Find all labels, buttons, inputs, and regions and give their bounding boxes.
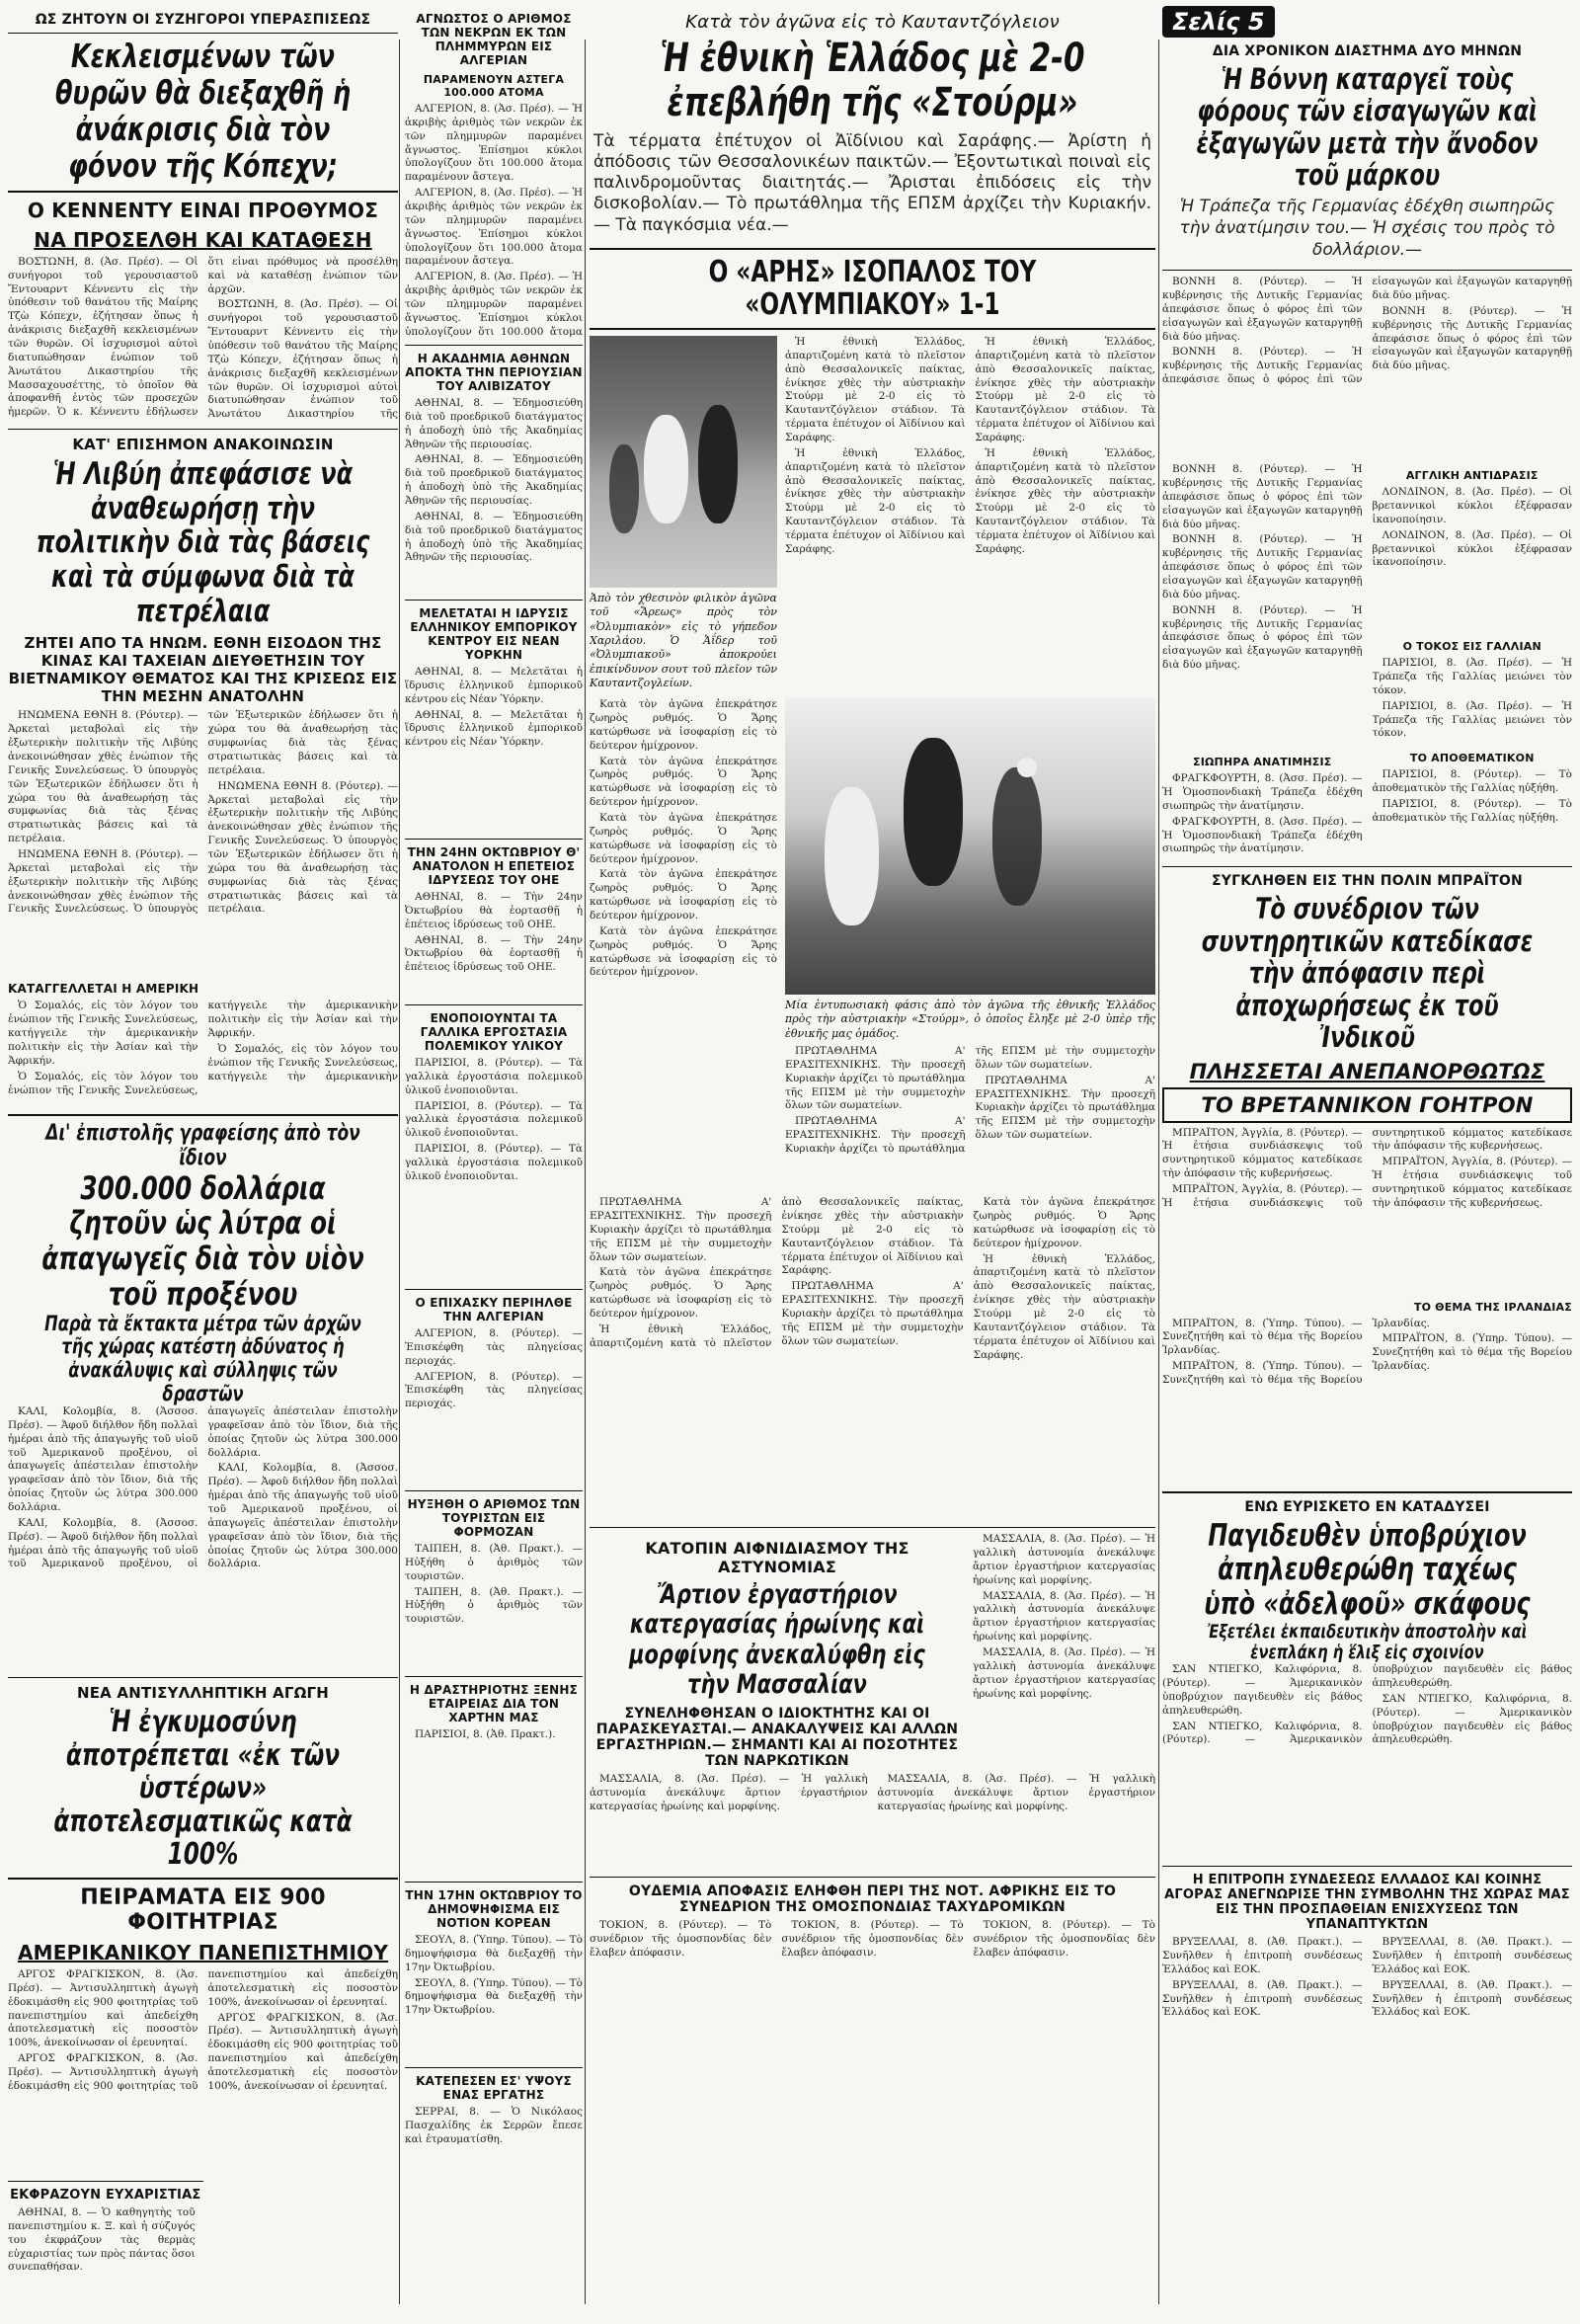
paragraph: Κατὰ τὸν ἀγῶνα ἐπεκράτησε ζωηρὸς ρυθμός. Ὁ Ἄρης κατώρθωσε νὰ ἰσοφαρίσῃ εἰς τὸ δεύτερον ἡμίχρονον. [973, 1196, 1155, 1249]
paragraph: Κατὰ τὸν ἀγῶνα ἐπεκράτησε ζωηρὸς ρυθμός. Ὁ Ἄρης κατώρθωσε νὰ ἰσοφαρίσῃ εἰς τὸ δεύτερον ἡμίχρονον. [590, 924, 777, 979]
article-body [1373, 486, 1573, 634]
paragraph: ΑΘΗΝΑΙ, 8. — Τὴν 24ην Ὀκτωβρίου θὰ ἑορτασθῇ ἡ ἐπέτειος ἱδρύσεως τοῦ ΟΗΕ. [405, 933, 583, 974]
column-briefs [405, 6, 583, 2317]
paragraph: ΑΛΓΕΡΙΟΝ, 8. (Ρόυτερ). — Ἐπισκέφθη τὰς πληγείσας περιοχάς. [405, 1327, 583, 1367]
paragraph: Ἡ ἐθνικὴ Ἑλλάδος, ἀπαρτιζομένη κατὰ τὸ πλεῖστον ἀπὸ Θεσσαλονικεῖς παίκτας, ἐνίκησε χθὲς τὴν αὐστριακὴν Στούρμ μὲ 2-0 εἰς τὸ Καυταντζόγλειον στάδιον. Τὰ τέρματα ἐπέτυχον οἱ Ἀϊδίνιου καὶ Σαράφης. [973, 1252, 1155, 1361]
page-number-badge: Σελίς 5 [1162, 6, 1275, 38]
divider [405, 345, 583, 346]
paragraph: ΑΘΗΝΑΙ, 8. — Ἐδημοσιεύθη διὰ τοῦ προεδρικοῦ διατάγματος ἡ ἀποδοχὴ ὑπὸ τῆς Ἀκαδημίας Ἀθηνῶν τῆς περιουσίας. [405, 397, 583, 450]
divider [405, 1289, 583, 1290]
kicker: ΚΑΤ' ΕΠΙΣΗΜΟΝ ΑΝΑΚΟΙΝΩΣΙΝ [72, 435, 334, 453]
article-body [1373, 768, 1573, 857]
paragraph: ΜΠΡΑΪΤΟΝ, Ἀγγλία, 8. (Ρόυτερ). — Ἡ ἐτήσια συνδιάσκεψις τοῦ συντηρητικοῦ κόμματος κατεδίκασε τὴν ἀπόφασιν τῆς κυβερνήσεως. [1162, 1126, 1363, 1180]
player-figure [644, 415, 688, 523]
headline-conservatives: Τὸ συνέδριον τῶν συντηρητικῶν κατεδίκασε τὴν ἀπόφασιν περὶ ἀποχωρήσεως ἐκ τοῦ Ἰνδικοῦ [1201, 892, 1534, 1055]
player-figure [825, 787, 879, 925]
brief-sub: ΠΑΡΑΜΕΝΟΥΝ ΑΣΤΕΓΑ 100.000 ΑΤΟΜΑ [423, 73, 565, 99]
paragraph: Κατὰ τὸν ἀγῶνα ἐπεκράτησε ζωηρὸς ρυθμός. Ὁ Ἄρης κατώρθωσε νὰ ἰσοφαρίσῃ εἰς τὸ δεύτερον ἡμίχρονον. [590, 698, 777, 752]
brief-body [405, 891, 583, 1000]
paragraph: ΗΝΩΜΕΝΑ ΕΘΝΗ 8. (Ρόυτερ). — Ἀρκεταὶ μεταβολαὶ εἰς τὴν ἐξωτερικὴν πολιτικὴν τῆς Λιβύης ἀνεκοινώθησαν χθὲς ἐνώπιον τῆς Γενικῆς Συνελεύσεως. Ὁ ὑπουργὸς τῶν Ἐξωτερικῶν ἐδήλωσεν ὅτι ἡ χώρα του θὰ ἀναθεωρήσῃ τὰς συμφωνίας διὰ τὰς ξένας στρατιωτικὰς βάσεις καὶ τὰ πετρέλαια. [8, 709, 398, 916]
paragraph: Ἡ ἐθνικὴ Ἑλλάδος, ἀπαρτιζομένη κατὰ τὸ πλεῖστον ἀπὸ Θεσσαλονικεῖς παίκτας, ἐνίκησε χθὲς τὴν αὐστριακὴν Στούρμ μὲ 2-0 εἰς τὸ Καυταντζόγλειον στάδιον. Τὰ τέρματα ἐπέτυχον οἱ Ἀϊδίνιου καὶ Σαράφης. [975, 336, 1155, 444]
paragraph: ΒΟΝΝΗ 8. (Ρόυτερ). — Ἡ κυβέρνησις τῆς Δυτικῆς Γερμανίας ἀπεφάσισε ὅπως ὁ φόρος ἐπὶ τῶν εἰσαγωγῶν καὶ ἐξαγωγῶν καταργηθῇ διὰ δύο μῆνας. [1372, 304, 1572, 372]
paragraph: ΜΠΡΑΪΤΟΝ, Ἀγγλία, 8. (Ρόυτερ). — Ἡ ἐτήσια συνδιάσκεψις τοῦ συντηρητικοῦ κόμματος κατεδίκασε τὴν ἀπόφασιν τῆς κυβερνήσεως. [1372, 1156, 1572, 1209]
kicker: Ο ΤΟΚΟΣ ΕΙΣ ΓΑΛΛΙΑΝ [1402, 640, 1541, 654]
paragraph: ΚΑΛΙ, Κολομβία, 8. (Ἀσσοσ. Πρέσ). — Ἀφοῦ διήλθον ἤδη πολλαὶ ἡμέραι ἀπὸ τῆς ἀπαγωγῆς τοῦ υἱοῦ τοῦ Ἀμερικανοῦ προξένου, οἱ ἀπαγωγεῖς ἀπέστειλαν ἐπιστολὴν γραφεῖσαν ἀπὸ τὸν ἴδιον, διὰ τῆς ὁποίας ζητοῦν ὡς λύτρα 300.000 δολλάρια. [8, 1405, 198, 1514]
kicker: ΣΥΓΚΛΗΘΕΝ ΕΙΣ ΤΗΝ ΠΟΛΙΝ ΜΠΡΑΪΤΟΝ [1212, 873, 1523, 890]
brief-body [405, 103, 583, 340]
kicker: ΤΟ ΘΕΜΑ ΤΗΣ ΙΡΛΑΝΔΙΑΣ [1413, 1300, 1572, 1314]
kicker: ΚΑΤΟΠΙΝ ΑΙΦΝΙΔΙΑΣΜΟΥ ΤΗΣ ΑΣΤΥΝΟΜΙΑΣ [645, 1539, 909, 1577]
paragraph: ΜΠΡΑΪΤΟΝ, 8. (Ὑπηρ. Τύπου). — Συνεζητήθη καὶ τὸ θέμα τῆς Βορείου Ἰρλανδίας. [1162, 1317, 1431, 1386]
paragraph: ΗΝΩΜΕΝΑ ΕΘΝΗ 8. (Ρόυτερ). — Ἀρκεταὶ μεταβολαὶ εἰς τὴν ἐξωτερικὴν πολιτικὴν τῆς Λιβύης ἀνεκοινώθησαν χθὲς ἐνώπιον τῆς Γενικῆς Συνελεύσεως. Ὁ ὑπουργὸς τῶν Ἐξωτερικῶν ἐδήλωσεν ὅτι ἡ χώρα του θὰ ἀναθεωρήσῃ τὰς συμφωνίας διὰ τὰς ξένας στρατιωτικὰς βάσεις καὶ τὰ πετρέλαια. [8, 709, 198, 845]
paragraph: ΠΑΡΙΣΙΟΙ, 8. (Ἀθ. Πρακτ.). [415, 1728, 556, 1740]
divider [8, 191, 398, 193]
paragraph: ΠΑΡΙΣΙΟΙ, 8. (Ρόυτερ). — Τὰ γαλλικὰ ἐργοστάσια πολεμικοῦ ὑλικοῦ ἐνοποιοῦνται. [405, 1099, 583, 1140]
brief-head: ΚΑΤΕΠΕΣΕΝ ΕΣ' ΥΨΟΥΣ ΕΝΑΣ ΕΡΓΑΤΗΣ [416, 2074, 572, 2102]
paragraph: ΤΟΚΙΟΝ, 8. (Ρόυτερ). — Τὸ συνέδριον τῆς ὁμοσπονδίας δὲν ἔλαβεν ἀπόφασιν. [781, 1919, 964, 1959]
drugs-head-block [590, 1533, 965, 1773]
paragraph: ΠΑΡΙΣΙΟΙ, 8. (Ἀσ. Πρέσ). — Ἡ Τράπεζα τῆς Γαλλίας μειώνει τὸν τόκον. [1372, 657, 1572, 696]
kicker: ΕΚΦΡΑΖΟΥΝ ΕΥΧΑΡΙΣΤΙΑΣ [10, 2188, 201, 2203]
divider [405, 1882, 583, 1883]
brief-head: ΕΝΟΠΟΙΟΥΝΤΑΙ ΤΑ ΓΑΛΛΙΚΑ ΕΡΓΟΣΤΑΣΙΑ ΠΟΛΕΜΙΚΟΥ ΥΛΙΚΟΥ [420, 1011, 568, 1053]
column-rule [585, 40, 586, 2304]
divider [8, 33, 398, 34]
divider [590, 248, 1155, 250]
paragraph: ΒΟΝΝΗ 8. (Ρόυτερ). — Ἡ κυβέρνησις τῆς Δυτικῆς Γερμανίας ἀπεφάσισε ὅπως ὁ φόρος ἐπὶ τῶν εἰσαγωγῶν καὶ ἐξαγωγῶν καταργηθῇ διὰ δύο μῆνας. [1162, 463, 1363, 530]
column-sports [590, 6, 1155, 2317]
paragraph: ΦΡΑΓΚΦΟΥΡΤΗ, 8. (Ἀσσ. Πρέσ). — Ἡ Ὁμοσπονδιακὴ Τράπεζα ἐδέχθη σιωπηρῶς τὴν ἀνατίμησιν. [1162, 772, 1363, 812]
paragraph: ΦΡΑΓΚΦΟΥΡΤΗ, 8. (Ἀσσ. Πρέσ). — Ἡ Ὁμοσπονδιακὴ Τράπεζα ἐδέχθη σιωπηρῶς τὴν ἀνατίμησιν. [1162, 815, 1363, 855]
sports-photo-block [590, 336, 777, 694]
brief-body [405, 1543, 583, 1671]
paragraph: ΛΟΝΔΙΝΟΝ, 8. (Ἀσ. Πρέσ). — Οἱ βρεταννικοὶ κύκλοι ἐξέφρασαν ἱκανοποίησιν. [1372, 486, 1572, 525]
paragraph: ΠΡΩΤΑΘΛΗΜΑ Α' ΕΡΑΣΙΤΕΧΝΙΚΗΣ. Τὴν προσεχῆ Κυριακὴν ἀρχίζει τὸ πρωτάθλημα τῆς ΕΠΣΜ μὲ τὴν συμμετοχὴν ὅλων τῶν σωματείων. [785, 1045, 1155, 1156]
divider [8, 1114, 398, 1116]
article-body [590, 698, 777, 1192]
brief-head: ΤΗΝ 24ΗΝ ΟΚΤΩΒΡΙΟΥ Θ' ΑΝΑΤΟΛΟΝ Η ΕΠΕΤΕΙΟΣ ΙΔΡΥΣΕΩΣ ΤΟΥ ΟΗΕ [407, 845, 581, 887]
brief-head: ΗΥΞΗΘΗ Ο ΑΡΙΘΜΟΣ ΤΩΝ ΤΟΥΡΙΣΤΩΝ ΕΙΣ ΦΟΡΜΟΖΑΝ [407, 1497, 581, 1539]
divider [1162, 270, 1572, 271]
subhead: Ἐξετέλει ἐκπαιδευτικὴν ἀποστολὴν καὶ ἐνεπλάκη ἡ ἕλιξ εἰς σχοινίον [1207, 1620, 1528, 1663]
paragraph: ΠΑΡΙΣΙΟΙ, 8. (Ρόυτερ). — Τὰ γαλλικὰ ἐργοστάσια πολεμικοῦ ὑλικοῦ ἐνοποιοῦνται. [405, 1143, 583, 1182]
player-figure [992, 767, 1042, 906]
econ-row [1162, 463, 1572, 861]
paragraph: ΗΝΩΜΕΝΑ ΕΘΝΗ 8. (Ρόυτερ). — Ἀρκεταὶ μεταβολαὶ εἰς τὴν ἐξωτερικὴν πολιτικὴν τῆς Λιβύης ἀνεκοινώθησαν χθὲς ἐνώπιον τῆς Γενικῆς Συνελεύσεως. Ὁ ὑπουργὸς τῶν Ἐξωτερικῶν ἐδήλωσεν ὅτι ἡ χώρα του θὰ ἀναθεωρήσῃ τὰς συμφωνίας διὰ τὰς ξένας στρατιωτικὰς βάσεις καὶ τὰ πετρέλαια. [207, 779, 398, 916]
paragraph: ΠΡΩΤΑΘΛΗΜΑ Α' ΕΡΑΣΙΤΕΧΝΙΚΗΣ. Τὴν προσεχῆ Κυριακὴν ἀρχίζει τὸ πρωτάθλημα τῆς ΕΠΣΜ μὲ τὴν συμμετοχὴν ὅλων τῶν σωματείων. [785, 1045, 966, 1112]
article-body [1162, 1318, 1572, 1485]
headline-national-team: Ἡ ἐθνικὴ Ἑλλάδος μὲ 2-0 ἐπεβλήθη τῆς «Στούρμ» [660, 36, 1085, 125]
kicker: ΑΓΓΛΙΚΗ ΑΝΤΙΔΡΑΣΙΣ [1405, 469, 1539, 483]
paragraph: ΒΟΝΝΗ 8. (Ρόυτερ). — Ἡ κυβέρνησις τῆς Δυτικῆς Γερμανίας ἀπεφάσισε ὅπως ὁ φόρος ἐπὶ τῶν εἰσαγωγῶν καὶ ἐξαγωγῶν καταργηθῇ διὰ δύο μῆνας. [1162, 276, 1572, 386]
player-figure [698, 405, 738, 523]
sports-row-2 [590, 698, 1155, 1192]
paragraph: ΠΡΩΤΑΘΛΗΜΑ Α' ΕΡΑΣΙΤΕΧΝΙΚΗΣ. Τὴν προσεχῆ Κυριακὴν ἀρχίζει τὸ πρωτάθλημα τῆς ΕΠΣΜ μὲ τὴν συμμετοχὴν ὅλων τῶν σωματείων. [781, 1280, 964, 1347]
paragraph: Ἡ ἐθνικὴ Ἑλλάδος, ἀπαρτιζομένη κατὰ τὸ πλεῖστον ἀπὸ Θεσσαλονικεῖς παίκτας, ἐνίκησε χθὲς τὴν αὐστριακὴν Στούρμ μὲ 2-0 εἰς τὸ Καυταντζόγλειον στάδιον. Τὰ τέρματα ἐπέτυχον οἱ Ἀϊδίνιου καὶ Σαράφης. [975, 446, 1155, 555]
headline-eec: Η ΕΠΙΤΡΟΠΗ ΣΥΝΔΕΣΕΩΣ ΕΛΛΑΔΟΣ ΚΑΙ ΚΟΙΝΗΣ ΑΓΟΡΑΣ ΑΝΕΓΝΩΡΙΣΕ ΤΗΝ ΣΥΜΒΟΛΗΝ ΤΗΣ ΧΩΡΑΣ ΜΑΣ ΕΙΣ ΤΗΝ ΠΡΟΣΠΑΘΕΙΑΝ ΕΝΙΣΧΥΣΕΩΣ ΤΩΝ ΥΠΑΝΑΠΤΥΚΤΩΝ [1164, 1873, 1570, 1933]
paragraph: ΠΑΡΙΣΙΟΙ, 8. (Ρόυτερ). — Τὰ γαλλικὰ ἐργοστάσια πολεμικοῦ ὑλικοῦ ἐνοποιοῦνται. [405, 1057, 583, 1096]
paragraph: ΠΡΩΤΑΘΛΗΜΑ Α' ΕΡΑΣΙΤΕΧΝΙΚΗΣ. Τὴν προσεχῆ Κυριακὴν ἀρχίζει τὸ πρωτάθλημα τῆς ΕΠΣΜ μὲ τὴν συμμετοχὴν ὅλων τῶν σωματείων. [975, 1074, 1155, 1142]
brief-head: ΑΓΝΩΣΤΟΣ Ο ΑΡΙΘΜΟΣ ΤΩΝ ΝΕΚΡΩΝ ΕΚ ΤΩΝ ΠΛΗΜΜΥΡΩΝ ΕΙΣ ΑΛΓΕΡΙΑΝ [416, 12, 572, 67]
paragraph: ΜΑΣΣΑΛΙΑ, 8. (Ἀσ. Πρέσ). — Ἡ γαλλικὴ ἀστυνομία ἀνεκάλυψε ἄρτιον ἐργαστήριον κατεργασίας ἠρωίνης καὶ μορφίνης. [973, 1589, 1155, 1643]
brief-body [405, 666, 583, 834]
paragraph: ΠΑΡΙΣΙΟΙ, 8. (Ρόυτερ). — Τὸ ἀποθεματικὸν τῆς Γαλλίας ηὐξήθη. [1372, 768, 1572, 795]
headline-kopechne: Κεκλεισμένων τῶν θυρῶν θὰ διεξαχθῆ ἡ ἀνάκρισις διὰ τὸν φόνον τῆς Κόπεχν; [54, 37, 352, 185]
paragraph: ΜΑΣΣΑΛΙΑ, 8. (Ἀσ. Πρέσ). — Ἡ γαλλικὴ ἀστυνομία ἀνεκάλυψε ἄρτιον ἐργαστήριον κατεργασίας ἠρωίνης καὶ μορφίνης. [877, 1773, 1155, 1812]
paragraph: ΑΡΓΟΣ ΦΡΑΓΚΙΣΚΟΝ, 8. (Ἀσ. Πρέσ). — Ἀντισυλληπτικὴ ἀγωγὴ ἐδοκιμάσθη εἰς 900 φοιτητρίας τοῦ πανεπιστημίου καὶ ἀπεδείχθη ἀποτελεσματικὴ εἰς ποσοστὸν 100%, ἀνεκοίνωσαν οἱ ἐρευνηταί. [8, 1968, 198, 2049]
paragraph: ΑΘΗΝΑΙ, 8. — Ἐδημοσιεύθη διὰ τοῦ προεδρικοῦ διατάγματος ἡ ἀποδοχὴ ὑπὸ τῆς Ἀκαδημίας Ἀθηνῶν τῆς περιουσίας. [405, 453, 583, 508]
article-body [1162, 1127, 1572, 1295]
kicker: Δι' ἐπιστολῆς γραφείσης ἀπὸ τὸν ἴδιον [45, 1121, 360, 1171]
column-right [1162, 6, 1572, 2317]
paragraph: ΑΘΗΝΑΙ, 8. — Τὴν 24ην Ὀκτωβρίου θὰ ἑορτασθῇ ἡ ἐπέτειος ἱδρύσεως τοῦ ΟΗΕ. [405, 891, 583, 930]
paragraph: ΑΘΗΝΑΙ, 8. — Ὁ καθηγητὴς τοῦ πανεπιστημίου κ. Ξ. καὶ ἡ σύζυγός του ἐκφράζουν τὰς θερμὰς εὐχαριστίας των πρὸς πάντας ὅσοι συνεπαθήσαν. [8, 2206, 196, 2274]
article-body [785, 336, 1155, 672]
brief-body [405, 1327, 583, 1485]
paragraph: ΒΟΣΤΩΝΗ, 8. (Ἀσ. Πρέσ). — Οἱ συνήγοροι τοῦ γερουσιαστοῦ Ἔντουαρντ Κέννεντυ εἰς τὴν ὑπόθεσιν τοῦ θανάτου τῆς Μαίρης Τζὼ Κόπεχν, ἐζήτησαν ὅπως ἡ ἀνάκρισις διεξαχθῆ κεκλεισμένων τῶν θυρῶν. Οἱ ἰσχυρισμοὶ αὐτοὶ διατυπώθησαν ἐνώπιον τοῦ Ἀνωτάτου Δικαστηρίου τῆς Μασσαχουσέττης, τὸ ὁποῖον θὰ ἀποφανθῆ ἐντὸς τῶν προσεχῶν ἡμερῶν. Ὁ κ. Κέννεντυ ἐδήλωσεν ὅτι εἶναι πρόθυμος νὰ προσέλθη καὶ νὰ καταθέσῃ ἐνώπιον τῶν ἀρχῶν. [8, 255, 398, 419]
photo-national-team [785, 698, 1155, 995]
headline-submarine: Παγιδευθὲν ὑποβρύχιον ἀπηλευθερώθη ταχέως ὑπὸ «ἀδελφοῦ» σκάφους [1204, 1517, 1531, 1622]
article-body [1162, 1663, 1572, 1861]
paragraph: ΠΑΡΙΣΙΟΙ, 8. (Ἀσ. Πρέσ). — Ἡ Τράπεζα τῆς Γαλλίας μειώνει τὸν τόκον. [1372, 699, 1572, 740]
paragraph: Ὁ Σομαλός, εἰς τὸν λόγον του ἐνώπιον τῆς Γενικῆς Συνελεύσεως, κατήγγειλε τὴν ἀμερικανικὴν πολιτικὴν εἰς τὴν Ἀσίαν καὶ τὴν Ἀφρικήν. [8, 1000, 198, 1067]
paragraph: Κατὰ τὸν ἀγῶνα ἐπεκράτησε ζωηρὸς ρυθμός. Ὁ Ἄρης κατώρθωσε νὰ ἰσοφαρίσῃ εἰς τὸ δεύτερον ἡμίχρονον. [590, 811, 777, 865]
brief-head: ΤΗΝ 17ΗΝ ΟΚΤΩΒΡΙΟΥ ΤΟ ΔΗΜΟΨΗΦΙΣΜΑ ΕΙΣ ΝΟΤΙΟΝ ΚΟΡΕΑΝ [405, 1888, 583, 1930]
headline-ransom: 300.000 δολλάρια ζητοῦν ὡς λύτρα οἱ ἀπαγωγεῖς διὰ τὸν υἱὸν τοῦ προξένου [41, 1168, 364, 1314]
kicker: ΝΕΑ ΑΝΤΙΣΥΛΛΗΠΤΙΚΗ ΑΓΩΓΗ [76, 1684, 330, 1703]
paragraph: ΜΑΣΣΑΛΙΑ, 8. (Ἀσ. Πρέσ). — Ἡ γαλλικὴ ἀστυνομία ἀνεκάλυψε ἄρτιον ἐργαστήριον κατεργασίας ἠρωίνης καὶ μορφίνης. [973, 1533, 1155, 1586]
paragraph: ΑΘΗΝΑΙ, 8. — Μελετᾶται ἡ ἵδρυσις ἑλληνικοῦ ἐμπορικοῦ κέντρου εἰς Νέαν Ὑόρκην. [405, 708, 583, 749]
brief-body [405, 1057, 583, 1284]
paragraph: ΤΟΚΙΟΝ, 8. (Ρόυτερ). — Τὸ συνέδριον τῆς ὁμοσπονδίας δὲν ἔλαβεν ἀπόφασιν. [973, 1919, 1155, 1959]
paragraph: ΚΑΛΙ, Κολομβία, 8. (Ἀσσοσ. Πρέσ). — Ἀφοῦ διήλθον ἤδη πολλαὶ ἡμέραι ἀπὸ τῆς ἀπαγωγῆς τοῦ υἱοῦ τοῦ Ἀμερικανοῦ προξένου, οἱ ἀπαγωγεῖς ἀπέστειλαν ἐπιστολὴν γραφεῖσαν ἀπὸ τὸν ἴδιον, διὰ τῆς ὁποίας ζητοῦν ὡς λύτρα 300.000 δολλάρια. [8, 1405, 398, 1570]
article-body [1162, 1936, 1572, 2173]
paragraph: Κατὰ τὸν ἀγῶνα ἐπεκράτησε ζωηρὸς ρυθμός. Ὁ Ἄρης κατώρθωσε νὰ ἰσοφαρίσῃ εἰς τὸ δεύτερον ἡμίχρονον. [590, 868, 777, 922]
article-body [8, 1968, 398, 2176]
subhead: ΠΕΙΡΑΜΑΤΑ ΕΙΣ 900 ΦΟΙΤΗΤΡΙΑΣ [80, 1885, 326, 1935]
paragraph: Ὁ Σομαλός, εἰς τὸν λόγον του ἐνώπιον τῆς Γενικῆς Συνελεύσεως, κατήγγειλε τὴν ἀμερικανικὴν πολιτικὴν εἰς τὴν Ἀσίαν καὶ τὴν Ἀφρικήν. [8, 1000, 398, 1096]
article-body [590, 1919, 1155, 2038]
photo-caption: Ἀπὸ τὸν χθεσινὸν φιλικὸν ἀγῶνα τοῦ «Ἄρεως» πρὸς τὸν «Ὀλυμπιακὸν» εἰς τὸ γήπεδον Χαριλάου. Ὁ Ἀΐδερ τοῦ «Ὀλυμπιακοῦ» ἀποκρούει ἐπικίνδυνον σουτ τοῦ πλεῖον τῶν Καυταντζογλείων. [590, 592, 777, 689]
article-body [973, 1533, 1155, 1750]
brief-body [405, 397, 583, 595]
divider [1162, 1866, 1572, 1867]
headline-contraception: Ἡ ἐγκυμοσύνη ἀποτρέπεται «ἐκ τῶν ὑστέρων» ἀποτελεσματικῶς κατὰ 100% [53, 1705, 353, 1873]
article-body [1162, 772, 1363, 861]
player-figure [904, 738, 963, 886]
divider [8, 1878, 398, 1880]
photo-aris-olympiakos [590, 336, 777, 588]
deck: Τὰ τέρματα ἐπέτυχον οἱ Ἀϊδίνιου καὶ Σαράφης.— Ἀρίστη ἡ ἀπόδοσις τῶν Θεσσαλονικέων παικτῶν.— Ἐξοντωτικαὶ ποιναὶ εἰς παλινδρομοῦντας διαιτητάς.— Ἄρισται ἐπιδόσεις εἰς τὴν δισκοβολίαν.— Τὸ πρωτάθλημα τῆς ΕΠΣΜ ἀρχίζει τὴν Κυριακήν.— Τὰ παγκόσμια νέα.— [593, 130, 1151, 235]
paragraph: Κατὰ τὸν ἀγῶνα ἐπεκράτησε ζωηρὸς ρυθμός. Ὁ Ἄρης κατώρθωσε νὰ ἰσοφαρίσῃ εἰς τὸ δεύτερον ἡμίχρονον. [590, 1266, 772, 1320]
divider [405, 839, 583, 840]
paragraph: ΛΟΝΔΙΝΟΝ, 8. (Ἀσ. Πρέσ). — Οἱ βρεταννικοὶ κύκλοι ἐξέφρασαν ἱκανοποίησιν. [1372, 528, 1572, 569]
brief-head: Η ΑΚΑΔΗΜΙΑ ΑΘΗΝΩΝ ΑΠΟΚΤΑ ΤΗΝ ΠΕΡΙΟΥΣΙΑΝ ΤΟΥ ΑΛΙΒΙΖΑΤΟΥ [405, 352, 583, 393]
paragraph: ΑΡΓΟΣ ΦΡΑΓΚΙΣΚΟΝ, 8. (Ἀσ. Πρέσ). — Ἀντισυλληπτικὴ ἀγωγὴ ἐδοκιμάσθη εἰς 900 φοιτητρίας τοῦ πανεπιστημίου καὶ ἀπεδείχθη ἀποτελεσματικὴ εἰς ποσοστὸν 100%, ἀνεκοίνωσαν οἱ ἐρευνηταί. [207, 2011, 398, 2092]
divider [1162, 1491, 1572, 1493]
ball [1017, 758, 1037, 777]
drugs-row [590, 1533, 1155, 1773]
article-body [590, 1196, 1155, 1522]
kicker: ΔΙΑ ΧΡΟΝΙΚΟΝ ΔΙΑΣΤΗΜΑ ΔΥΟ ΜΗΝΩΝ [1212, 43, 1523, 59]
sports-row [590, 336, 1155, 694]
paragraph: ΒΟΝΝΗ 8. (Ρόυτερ). — Ἡ κυβέρνησις τῆς Δυτικῆς Γερμανίας ἀπεφάσισε ὅπως ὁ φόρος ἐπὶ τῶν εἰσαγωγῶν καὶ ἐξαγωγῶν καταργηθῇ διὰ δύο μῆνας. [1162, 276, 1363, 343]
paragraph: ΒΟΝΝΗ 8. (Ρόυτερ). — Ἡ κυβέρνησις τῆς Δυτικῆς Γερμανίας ἀπεφάσισε ὅπως ὁ φόρος ἐπὶ τῶν εἰσαγωγῶν καὶ ἐξαγωγῶν καταργηθῇ διὰ δύο μῆνας. [1162, 533, 1363, 601]
article-body [8, 1405, 398, 1672]
subhead: ΣΥΝΕΛΗΦΘΗΣΑΝ Ο ΙΔΙΟΚΤΗΤΗΣ ΚΑΙ ΟΙ ΠΑΡΑΣΚΕΥΑΣΤΑΙ.— ΑΝΑΚΑΛΥΨΕΙΣ ΚΑΙ ΑΛΛΩΝ ΕΡΓΑΣΤΗΡΙΩΝ.— ΣΗΜΑΝΤΙ ΚΑΙ ΑΙ ΠΟΣΟΤΗΤΕΣ ΤΩΝ ΝΑΡΚΩΤΙΚΩΝ [595, 1706, 959, 1770]
subhead: ΑΜΕΡΙΚΑΝΙΚΟΥ ΠΑΝΕΠΙΣΤΗΜΙΟΥ [17, 1941, 389, 1964]
headline-bonn: Ἡ Βόννη καταργεῖ τοὺς φόρους τῶν εἰσαγωγῶν καὶ ἐξαγωγῶν μετὰ τὴν ἄνοδον τοῦ μάρκου [1196, 62, 1539, 193]
sports-photo-block-2 [785, 698, 1155, 1192]
paragraph: ΑΘΗΝΑΙ, 8. — Μελετᾶται ἡ ἵδρυσις ἑλληνικοῦ ἐμπορικοῦ κέντρου εἰς Νέαν Ὑόρκην. [405, 666, 583, 705]
divider [8, 1677, 398, 1678]
paragraph: ΜΑΣΣΑΛΙΑ, 8. (Ἀσ. Πρέσ). — Ἡ γαλλικὴ ἀστυνομία ἀνεκάλυψε ἄρτιον ἐργαστήριον κατεργασίας ἠρωίνης καὶ μορφίνης. [973, 1645, 1155, 1700]
sports-text-block [785, 336, 1155, 694]
kicker: ΕΝΩ ΕΥΡΙΣΚΕΤΟ ΕΝ ΚΑΤΑΔΥΣΕΙ [1244, 1498, 1490, 1515]
paragraph: ΠΡΩΤΑΘΛΗΜΑ Α' ΕΡΑΣΙΤΕΧΝΙΚΗΣ. Τὴν προσεχῆ Κυριακὴν ἀρχίζει τὸ πρωτάθλημα τῆς ΕΠΣΜ μὲ τὴν συμμετοχὴν ὅλων τῶν σωματείων. [590, 1196, 772, 1263]
kicker: ΩΣ ΖΗΤΟΥΝ ΟΙ ΣΥΖΗΓΟΡΟΙ ΥΠΕΡΑΣΠΙΣΕΩΣ [35, 12, 371, 28]
headline-heroin-lab: Ἄρτιον ἐργαστήριον κατεργασίας ἠρωίνης καὶ μορφίνης ἀνεκαλύφθη εἰς τὴν Μασσαλίαν [629, 1579, 925, 1700]
brief-body [405, 2106, 583, 2204]
brief-body [405, 1934, 583, 2062]
divider [8, 2181, 203, 2182]
divider [405, 600, 583, 601]
paragraph: ΣΑΝ ΝΤΙΕΓΚΟ, Καλιφόρνια, 8. (Ρόυτερ). — Ἀμερικανικὸν ὑποβρύχιον παγιδευθὲν εἰς βάθος ἀπηλευθερώθη. [1162, 1663, 1363, 1717]
column-rule [399, 40, 400, 2304]
headline-south-africa: ΟΥΔΕΜΙΑ ΑΠΟΦΑΣΙΣ ΕΛΗΦΘΗ ΠΕΡΙ ΤΗΣ ΝΟΤ. ΑΦΡΙΚΗΣ ΕΙΣ ΤΟ ΣΥΝΕΔΡΙΟΝ ΤΗΣ ΟΜΟΣΠΟΝΔΙΑΣ ΤΑΧΥΔΡΟΜΙΚΩΝ [628, 1883, 1117, 1916]
paragraph: ΑΛΓΕΡΙΟΝ, 8. (Ἀσ. Πρέσ). — Ἡ ἀκριβὴς ἀριθμὸς τῶν νεκρῶν ἐκ τῶν πλημμυρῶν παραμένει ἄγνωστος. Ἐπίσημοι κύκλοι ὑπολογίζουν ὅτι 100.000 ἄτομα [405, 271, 583, 338]
paragraph: ΣΕΡΡΑΙ, 8. — Ὁ Νικόλαος Πασχαλίδης ἐκ Σερρῶν ἔπεσε καὶ ἐτραυματίσθη. [405, 2106, 583, 2145]
brief-head: Η ΔΡΑΣΤΗΡΙΟΤΗΣ ΞΕΝΗΣ ΕΤΑΙΡΕΙΑΣ ΔΙΑ ΤΟΝ ΧΑΡΤΗΝ ΜΑΣ [409, 1683, 579, 1724]
divider [405, 1004, 583, 1005]
paragraph: ΒΟΝΝΗ 8. (Ρόυτερ). — Ἡ κυβέρνησις τῆς Δυτικῆς Γερμανίας ἀπεφάσισε ὅπως ὁ φόρος ἐπὶ τῶν εἰσαγωγῶν καὶ ἐξαγωγῶν καταργηθῇ διὰ δύο μῆνας. [1162, 603, 1363, 672]
divider [1162, 866, 1572, 867]
article-body [8, 2206, 196, 2295]
paragraph: ΑΛΓΕΡΙΟΝ, 8. (Ρόυτερ). — Ἐπισκέφθη τὰς πληγείσας περιοχάς. [405, 1370, 583, 1410]
paragraph: ΤΑΙΠΕΗ, 8. (Ἀθ. Πρακτ.). — Ηὐξήθη ὁ ἀριθμὸς τῶν τουριστῶν. [405, 1585, 583, 1626]
subhead: Παρὰ τὰ ἔκτακτα μέτρα τῶν ἀρχῶν τῆς χώρας κατέστη ἀδύνατος ἡ ἀνακάλυψις καὶ σύλληψις τῶν δραστῶν [44, 1311, 361, 1405]
brief-head: ΜΕΛΕΤΑΤΑΙ Η ΙΔΡΥΣΙΣ ΕΛΛΗΝΙΚΟΥ ΕΜΠΟΡΙΚΟΥ ΚΕΝΤΡΟΥ ΕΙΣ ΝΕΑΝ ΥΟΡΚΗΝ [410, 606, 578, 662]
player-figure [609, 444, 639, 533]
divider [405, 2067, 583, 2068]
econ-left [1162, 463, 1363, 861]
paragraph: Κατὰ τὸν ἀγῶνα ἐπεκράτησε ζωηρὸς ρυθμός. Ὁ Ἄρης κατώρθωσε νὰ ἰσοφαρίσῃ εἰς τὸ δεύτερον ἡμίχρονον. [590, 755, 777, 809]
paragraph: ΣΑΝ ΝΤΙΕΓΚΟ, Καλιφόρνια, 8. (Ρόυτερ). — Ἀμερικανικὸν ὑποβρύχιον παγιδευθὲν εἰς βάθος ἀπηλευθερώθη. [1162, 1663, 1572, 1746]
divider [405, 1676, 583, 1677]
article-body [590, 1773, 1155, 1872]
divider [590, 1877, 1155, 1878]
kicker: ΤΟ ΑΠΟΘΕΜΑΤΙΚΟΝ [1409, 752, 1535, 765]
paragraph: ΒΡΥΞΕΛΛΑΙ, 8. (Ἀθ. Πρακτ.). — Συνῆλθεν ἡ ἐπιτροπὴ συνδέσεως Ἑλλάδος καὶ ΕΟΚ. [1372, 1978, 1572, 2019]
article-body [1162, 463, 1363, 750]
masthead [1162, 6, 1572, 38]
divider [8, 429, 398, 430]
paragraph: Ὁ Σομαλός, εἰς τὸν λόγον του ἐνώπιον τῆς Γενικῆς Συνελεύσεως, κατήγγειλε τὴν ἀμερικανικὴν [207, 1042, 398, 1082]
photo-caption: Μία ἐντυπωσιακὴ φάσις ἀπὸ τὸν ἀγῶνα τῆς ἐθνικῆς Ἑλλάδος πρὸς τὴν αὐστριακὴν «Στούρμ», ὁ ὁποῖος ἔληξε μὲ 2-0 ὑπὲρ τῆς ἐθνικῆς μας ὁμάδος. [785, 999, 1155, 1040]
headline-aris: Ο «ΑΡΗΣ» ΙΣΟΠΑΛΟΣ ΤΟΥ «ΟΛΥΜΠΙΑΚΟΥ» 1-1 [708, 254, 1037, 323]
paragraph: ΒΡΥΞΕΛΛΑΙ, 8. (Ἀθ. Πρακτ.). — Συνῆλθεν ἡ ἐπιτροπὴ συνδέσεως Ἑλλάδος καὶ ΕΟΚ. [1162, 1978, 1363, 2019]
column-left [8, 6, 398, 2317]
subhead: ΠΛΗΣΣΕΤΑΙ ΑΝΕΠΑΝΟΡΘΩΤΩΣ [1189, 1059, 1545, 1083]
paragraph: Ἡ ἐθνικὴ Ἑλλάδος, ἀπαρτιζομένη κατὰ τὸ πλεῖστον ἀπὸ Θεσσαλονικεῖς παίκτας, ἐνίκησε χθὲς τὴν αὐστριακὴν Στούρμ μὲ 2-0 εἰς τὸ Καυταντζόγλειον στάδιον. Τὰ τέρματα ἐπέτυχον οἱ Ἀϊδίνιου καὶ Σαράφης. [590, 1196, 964, 1349]
paragraph: ΣΕΟΥΛ, 8. (Ὑπηρ. Τύπου). — Τὸ δημοψήφισμα θὰ διεξαχθῇ τὴν 17ην Ὀκτωβρίου. [405, 1934, 583, 1973]
subhead: ΝΑ ΠΡΟΣΕΛΘΗ ΚΑΙ ΚΑΤΑΘΕΣΗ [34, 227, 372, 252]
deck: Ἡ Τράπεζα τῆς Γερμανίας ἐδέχθη σιωπηρῶς τὴν ἀνατίμησιν του.— Ἡ σχέσις του πρὸς τὸ δολλάριον.— [1179, 196, 1555, 261]
paragraph: ΣΑΝ ΝΤΙΕΓΚΟ, Καλιφόρνια, 8. (Ρόυτερ). — Ἀμερικανικὸν ὑποβρύχιον παγιδευθὲν εἰς βάθος ἀπηλευθερώθη. [1372, 1692, 1572, 1746]
paragraph: Ἡ ἐθνικὴ Ἑλλάδος, ἀπαρτιζομένη κατὰ τὸ πλεῖστον ἀπὸ Θεσσαλονικεῖς παίκτας, ἐνίκησε χθὲς τὴν αὐστριακὴν Στούρμ μὲ 2-0 εἰς τὸ Καυταντζόγλειον στάδιον. Τὰ τέρματα ἐπέτυχον οἱ Ἀϊδίνιου καὶ Σαράφης. [785, 336, 966, 444]
paragraph: ΑΘΗΝΑΙ, 8. — Ἐδημοσιεύθη διὰ τοῦ προεδρικοῦ διατάγματος ἡ ἀποδοχὴ ὑπὸ τῆς Ἀκαδημίας Ἀθηνῶν τῆς περιουσίας. [405, 510, 583, 564]
subhead: Ο ΚΕΝΝΕΝΤΥ ΕΙΝΑΙ ΠΡΟΘΥΜΟΣ [27, 198, 379, 222]
paragraph: ΠΑΡΙΣΙΟΙ, 8. (Ρόυτερ). — Τὸ ἀποθεματικὸν τῆς Γαλλίας ηὐξήθη. [1372, 797, 1572, 824]
paragraph: ΒΟΣΤΩΝΗ, 8. (Ἀσ. Πρέσ). — Οἱ συνήγοροι τοῦ γερουσιαστοῦ Ἔντουαρντ Κέννεντυ εἰς τὴν ὑπόθεσιν τοῦ θανάτου τῆς Μαίρης Τζὼ Κόπεχν, ἐζήτησαν ὅπως ἡ ἀνάκρισις διεξαχθῆ κεκλεισμένων τῶν θυρῶν. Οἱ ἰσχυρισμοὶ αὐτοὶ διατυπώθησαν ἐνώπιον τοῦ Ἀνωτάτου Δικαστηρίου τῆς [207, 298, 398, 421]
article-body [785, 1045, 1155, 1183]
divider [590, 328, 1155, 330]
column-rule [1158, 40, 1159, 2304]
econ-right [1373, 463, 1573, 861]
divider [405, 1490, 583, 1491]
paragraph: Ἡ ἐθνικὴ Ἑλλάδος, ἀπαρτιζομένη κατὰ τὸ πλεῖστον ἀπὸ Θεσσαλονικεῖς παίκτας, ἐνίκησε χθὲς τὴν αὐστριακὴν Στούρμ μὲ 2-0 εἰς τὸ Καυταντζόγλειον στάδιον. Τὰ τέρματα ἐπέτυχον οἱ Ἀϊδίνιου καὶ Σαράφης. [785, 446, 966, 555]
paragraph: ΑΡΓΟΣ ΦΡΑΓΚΙΣΚΟΝ, 8. (Ἀσ. Πρέσ). — Ἀντισυλληπτικὴ ἀγωγὴ ἐδοκιμάσθη εἰς 900 φοιτητρίας τοῦ πανεπιστημίου καὶ ἀπεδείχθη ἀποτελεσματικὴ εἰς ποσοστὸν 100%, ἀνεκοίνωσαν οἱ ἐρευνηταί. [8, 1968, 398, 2092]
kicker: Κατὰ τὸν ἀγῶνα εἰς τὸ Καυταντζόγλειον [685, 12, 1060, 33]
paragraph: ΜΑΣΣΑΛΙΑ, 8. (Ἀσ. Πρέσ). — Ἡ γαλλικὴ ἀστυνομία ἀνεκάλυψε ἄρτιον ἐργαστήριον κατεργασίας ἠρωίνης καὶ μορφίνης. [590, 1773, 868, 1812]
paragraph: ΜΠΡΑΪΤΟΝ, Ἀγγλία, 8. (Ρόυτερ). — Ἡ ἐτήσια συνδιάσκεψις τοῦ συντηρητικοῦ κόμματος κατεδίκασε τὴν ἀπόφασιν τῆς κυβερνήσεως. [1162, 1126, 1572, 1209]
sports-text-block [590, 698, 777, 1192]
article-body [8, 709, 398, 976]
headline-libya: Ἡ Λιβύη ἀπεφάσισε νὰ ἀναθεωρήσῃ τὴν πολιτικὴν διὰ τὰς βάσεις καὶ τὰ σύμφωνα διὰ τὰ πετρέλαια [36, 455, 370, 629]
kicker: ΚΑΤΑΓΓΕΛΛΕΤΑΙ Η ΑΜΕΡΙΚΗ [8, 982, 199, 997]
paragraph: ΜΠΡΑΪΤΟΝ, 8. (Ὑπηρ. Τύπου). — Συνεζητήθη καὶ τὸ θέμα τῆς Βορείου Ἰρλανδίας. [1162, 1317, 1363, 1357]
divider [590, 1527, 1155, 1528]
brief-body [405, 1728, 583, 1877]
paragraph: ΤΑΙΠΕΗ, 8. (Ἀθ. Πρακτ.). — Ηὐξήθη ὁ ἀριθμὸς τῶν τουριστῶν. [405, 1543, 583, 1582]
drugs-side [973, 1533, 1155, 1773]
kicker: ΣΙΩΠΗΡΑ ΑΝΑΤΙΜΗΣΙΣ [1193, 756, 1332, 769]
paragraph: ΜΠΡΑΪΤΟΝ, 8. (Ὑπηρ. Τύπου). — Συνεζητήθη καὶ τὸ θέμα τῆς Βορείου Ἰρλανδίας. [1372, 1332, 1572, 1373]
paragraph: ΑΛΓΕΡΙΟΝ, 8. (Ἀσ. Πρέσ). — Ἡ ἀκριβὴς ἀριθμὸς τῶν νεκρῶν ἐκ τῶν πλημμυρῶν παραμένει ἄγνωστος. Ἐπίσημοι κύκλοι ὑπολογίζουν ὅτι 100.000 ἄτομα παραμένουν ἄστεγα. [405, 187, 583, 268]
paragraph: ΒΡΥΞΕΛΛΑΙ, 8. (Ἀθ. Πρακτ.). — Συνῆλθεν ἡ ἐπιτροπὴ συνδέσεως Ἑλλάδος καὶ ΕΟΚ. [1372, 1936, 1572, 1975]
brief-head: Ο ΕΠΙΧΑΣΚΥ ΠΕΡΙΗΛΘΕ ΤΗΝ ΑΛΓΕΡΙΑΝ [415, 1296, 573, 1323]
article-body [1162, 276, 1572, 463]
paragraph: ΚΑΛΙ, Κολομβία, 8. (Ἀσσοσ. Πρέσ). — Ἀφοῦ διήλθον ἤδη πολλαὶ ἡμέραι ἀπὸ τῆς ἀπαγωγῆς τοῦ υἱοῦ τοῦ Ἀμερικανοῦ προξένου, οἱ ἀπαγωγεῖς ἀπέστειλαν ἐπιστολὴν γραφεῖσαν ἀπὸ τὸν ἴδιον, διὰ τῆς ὁποίας ζητοῦν ὡς λύτρα 300.000 δολλάρια. [207, 1462, 398, 1570]
subhead-box: ΤΟ ΒΡΕΤΑΝΝΙΚΟΝ ΓΟΗΤΡΟΝ [1162, 1087, 1572, 1123]
article-body [8, 1000, 398, 1108]
article-body [8, 256, 398, 424]
article-body [1373, 657, 1573, 746]
subhead: ΖΗΤΕΙ ΑΠΟ ΤΑ ΗΝΩΜ. ΕΘΝΗ ΕΙΣΟΔΟΝ ΤΗΣ ΚΙΝΑΣ ΚΑΙ ΤΑΧΕΙΑΝ ΔΙΕΥΘΕΤΗΣΙΝ ΤΟΥ ΒΙΕΤΝΑΜΙΚΟΥ ΘΕΜΑΤΟΣ ΚΑΙ ΤΗΣ ΚΡΙΣΕΩΣ ΕΙΣ ΤΗΝ ΜΕΣΗΝ ΑΝΑΤΟΛΗΝ [8, 634, 398, 706]
paragraph: ΒΡΥΞΕΛΛΑΙ, 8. (Ἀθ. Πρακτ.). — Συνῆλθεν ἡ ἐπιτροπὴ συνδέσεως Ἑλλάδος καὶ ΕΟΚ. [1162, 1936, 1363, 1975]
paragraph: ΑΛΓΕΡΙΟΝ, 8. (Ἀσ. Πρέσ). — Ἡ ἀκριβὴς ἀριθμὸς τῶν νεκρῶν ἐκ τῶν πλημμυρῶν παραμένει ἄγνωστος. Ἐπίσημοι κύκλοι ὑπολογίζουν ὅτι 100.000 ἄτομα παραμένουν ἄστεγα. [405, 103, 583, 184]
paragraph: ΣΕΟΥΛ, 8. (Ὑπηρ. Τύπου). — Τὸ δημοψήφισμα θὰ διεξαχθῇ τὴν 17ην Ὀκτωβρίου. [405, 1976, 583, 2017]
paragraph: ΤΟΚΙΟΝ, 8. (Ρόυτερ). — Τὸ συνέδριον τῆς ὁμοσπονδίας δὲν ἔλαβεν ἀπόφασιν. [590, 1919, 772, 1959]
